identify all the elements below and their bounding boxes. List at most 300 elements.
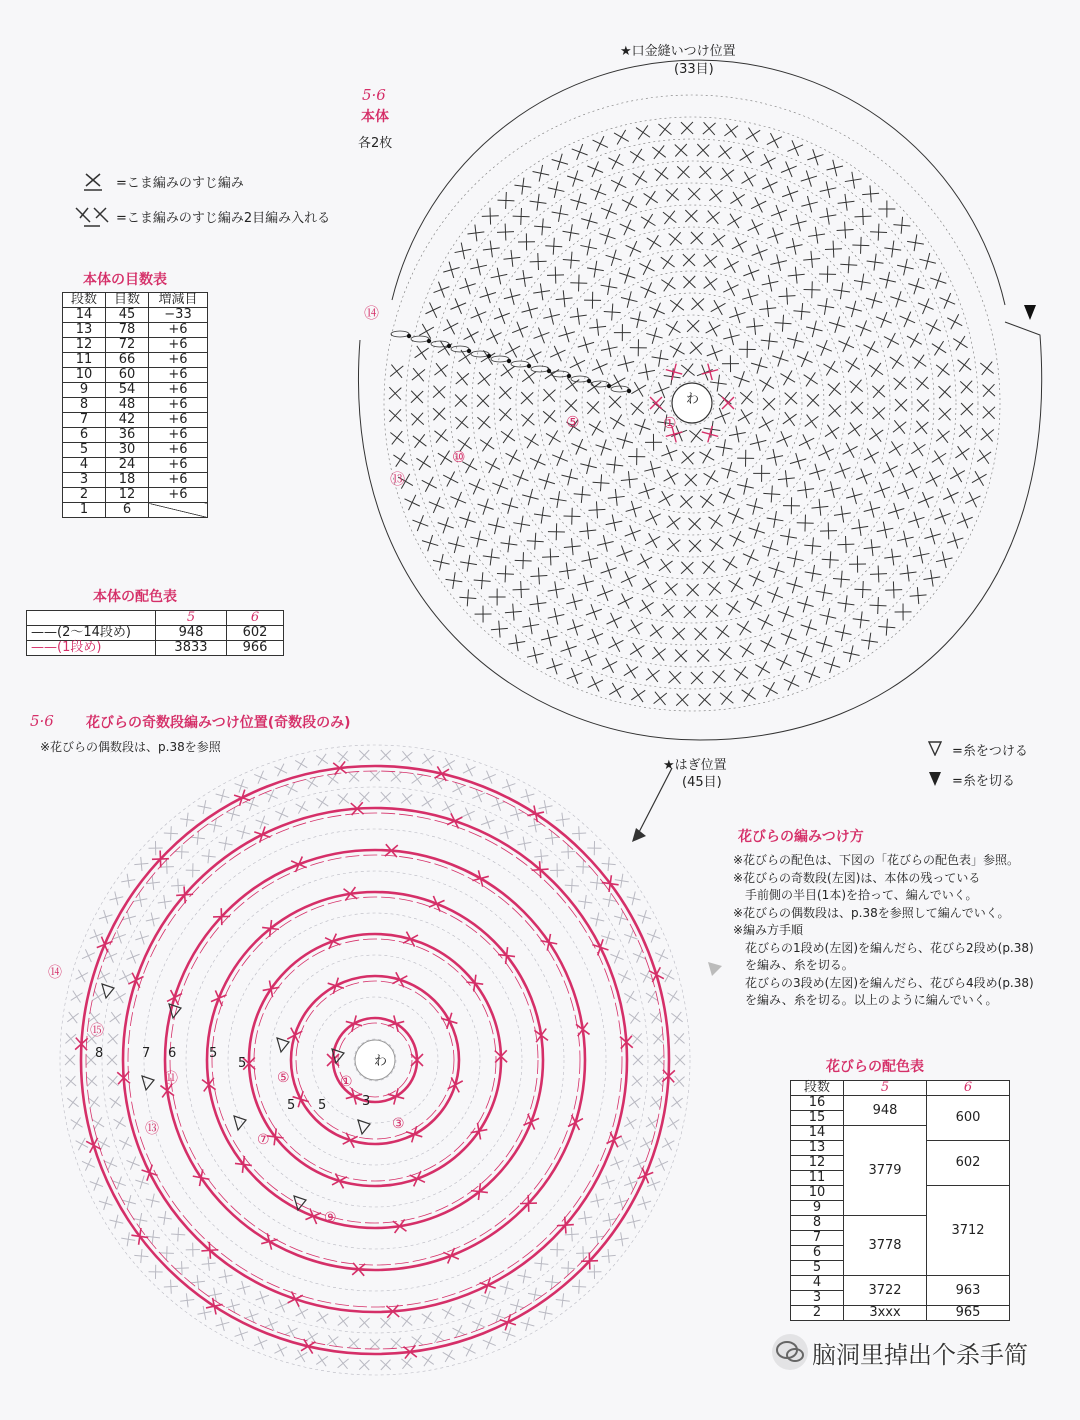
faint-stitch [443,1350,455,1362]
stitch-stroke [610,1157,623,1170]
faint-stitch [99,910,113,924]
stitch-stroke [401,793,412,804]
stitch-stroke [545,367,559,381]
stitch-stroke [485,458,500,473]
stitch-stroke [530,194,547,211]
round-label-13: ⑬ [390,470,406,488]
stitch-stroke [621,471,638,488]
stitch-x [908,278,924,294]
join-marker [358,1120,370,1134]
stitch-stroke [470,531,487,548]
faint-stitch [576,860,590,874]
stitch-stroke [843,443,858,458]
stitch-stroke [622,196,637,211]
stitch-x [729,531,744,546]
stitch-x [606,456,623,473]
stitch-stroke [908,278,924,294]
petal-color-5: 3722 [844,1276,927,1306]
stitch-stroke [624,664,638,678]
stitch-stroke [650,624,664,638]
stitch-x [512,322,528,338]
stitch-x [434,429,447,442]
faint-stitch [463,1344,476,1357]
stitch-stroke [746,128,760,142]
faint-stitch [633,1157,646,1170]
chain-stitch [531,366,549,372]
stitch-stroke [630,149,644,163]
stitch-x [619,267,635,283]
faint-stitch [135,1175,149,1189]
stitch-stroke [235,1327,248,1340]
stitch-x [607,613,622,628]
stitch-stroke [587,161,603,177]
stitch-x [890,291,906,307]
stitch-x [548,581,565,598]
stitch-x [982,384,994,396]
stitch-stroke [866,292,882,308]
stitch-x [804,372,818,386]
legend-increase-text: =こま編みのすじ編み2目編み入れる [116,211,331,226]
stitch-x [935,508,951,524]
stitch-stroke [845,358,859,372]
stitch-stroke [82,1158,95,1171]
faint-stitch [134,1249,148,1263]
faint-stitch [90,929,103,942]
stitch-x [838,595,855,612]
stitch-stroke [608,637,623,652]
stitch-x [740,643,754,657]
stitch-x [729,578,743,592]
faint-stitch [483,771,496,784]
stitch-x [636,125,650,139]
stitch-stroke [624,991,636,1003]
stitch-x [950,467,965,482]
stitch-x [455,416,468,429]
stitch-stroke [838,595,855,612]
stitch-x [654,382,670,398]
stitch-stroke [723,556,737,570]
stitch-stroke [617,546,633,562]
stitch-x [470,531,487,548]
faint-stitch [422,1312,434,1324]
stitch-stroke [816,584,833,601]
stitch-stroke [936,363,949,376]
faint-stitch [565,879,579,893]
stitch-stroke [522,617,539,634]
stitch-stroke [898,483,914,499]
stitch-x [548,181,565,198]
stitch-stroke [480,437,494,451]
stitch-x [513,516,530,533]
faint-stitch [316,1355,328,1367]
stitch-stroke [740,149,754,163]
faint-stitch [615,1232,629,1246]
stitch-stroke [629,1096,640,1107]
slip-stitch-dot [467,349,471,353]
stitch-x [606,515,623,532]
stitch-x [759,417,774,432]
stitch-stroke [390,365,403,378]
stitch-stroke [977,450,991,464]
stitch-table-row [63,428,208,443]
stitch-x [820,208,837,225]
stitch-x [565,400,577,412]
chain-stitch [491,356,509,362]
stitch-stroke [561,469,577,485]
stitch-x [711,233,725,247]
stitch-stroke [567,170,583,186]
stitch-x [729,426,746,443]
stitch-stroke [580,239,597,256]
stitch-x [639,483,655,499]
stitch-stroke [759,377,774,392]
stitch-x [649,303,664,318]
stitch-stroke [571,439,587,455]
faint-stitch [614,911,628,925]
stitch-stroke [561,641,577,657]
stitch-x [923,570,940,587]
stitch-x [775,315,792,332]
stitch-x [953,336,967,350]
stitch-x [808,227,825,244]
stitch-x [570,194,586,210]
instructions-body [733,852,1034,1010]
stitch-x [712,670,725,683]
stitch-x [480,287,496,303]
stitch-x [747,595,762,610]
stitch-x [916,377,929,390]
row-round: 14 [63,308,106,323]
stitch-x [443,319,458,334]
stitch-x [530,595,547,612]
stitch-x [522,370,536,384]
stitch-stroke [422,1355,434,1367]
stitch-x [723,556,737,570]
stitch-stroke [981,428,994,441]
faint-stitch [654,1055,664,1065]
stitch-stroke [198,800,212,814]
faint-stitch [160,860,174,874]
stitch-x [721,462,737,478]
faint-stitch [114,991,126,1003]
stitch-x [543,308,560,325]
stitch-x [663,211,676,224]
stitch-x [778,606,794,622]
stitch-stroke [508,634,525,651]
stitch-stroke [787,551,804,568]
stitch-x [806,321,822,337]
stitch-stroke [761,154,776,169]
stitch-stroke [615,1232,629,1246]
stitch-stroke [572,144,588,160]
faint-stitch [237,1281,251,1295]
stitch-stroke [715,408,731,424]
stitch-stroke [338,751,349,762]
stitch-stroke [724,124,738,138]
stitch-table-row [63,443,208,458]
stitch-stroke [742,289,758,305]
faint-stitch [99,1196,113,1210]
stitch-stroke [805,565,822,582]
faint-stitch [107,1033,118,1044]
faint-stitch [122,911,136,925]
stitch-stroke [758,614,773,629]
stitch-x [793,303,810,320]
stitch-stroke [491,268,508,285]
instruction-line: 花びらの1段め(左図)を編んだら、花びら2段め(p.38) [733,940,1034,955]
stitch-stroke [646,1117,658,1129]
petal-count: 5 [209,1046,218,1061]
stitch-stroke [589,421,604,436]
faint-stitch [517,1269,531,1283]
stitch-x [872,407,885,420]
stitch-x [709,537,723,551]
stitch-stroke [734,667,748,681]
stitch-x [940,293,956,309]
stitch-stroke [930,273,946,289]
stitch-x [835,624,852,641]
stitch-stroke [704,254,717,267]
stitch-x [497,565,514,582]
faint-stitch [667,991,679,1003]
stitch-x [534,328,550,344]
stitch-x [658,123,671,136]
row-round: 5 [63,443,106,458]
faint-stitch [561,1261,575,1275]
row-round: 4 [63,458,106,473]
faint-stitch [565,1227,579,1241]
stitch-x [762,178,777,193]
faint-stitch [521,789,535,803]
stitch-stroke [710,375,727,392]
stitch-stroke [422,1312,434,1324]
stitch-stroke [772,350,788,366]
stitch-stroke [649,303,664,318]
faint-stitch [603,1213,617,1227]
slip-stitch-dot [407,334,411,338]
stitch-x [628,448,645,465]
stitch-x [718,647,731,660]
petal-round-11: ⑪ [164,1071,178,1087]
stitch-stroke [659,491,674,506]
stitch-x [390,431,403,444]
stitch-stroke [884,549,901,566]
stitch-stroke [807,149,823,165]
stitch-stroke [469,479,485,495]
col-round: 段数 [63,293,106,308]
stitch-stroke [578,895,592,909]
stitch-stroke [818,445,833,460]
faint-stitch [632,1033,643,1044]
stitch-x [820,608,837,625]
stitch-stroke [606,456,623,473]
faint-stitch [275,808,288,821]
stitch-stroke [915,421,928,434]
petal-count: 7 [142,1046,151,1061]
stitch-x [742,289,758,305]
stitch-stroke [219,837,233,851]
stitch-stroke [634,419,650,435]
faint-stitch [452,782,465,795]
stitch-x [422,477,437,492]
stitch-stroke [539,1306,553,1320]
stitch-x [486,329,501,344]
faint-stitch [216,1317,230,1331]
stitch-table-row [63,458,208,473]
stitch-stroke [890,355,904,369]
stitch-stroke [533,283,550,300]
stitch-stroke [667,991,679,1003]
faint-stitch [674,1033,685,1044]
stitch-table-row [63,488,208,503]
stitch-stroke [597,585,613,601]
petal-round: 13 [791,1141,844,1156]
stitch-stroke [548,181,565,198]
stitch-stroke [728,508,744,524]
stitch-stroke [463,764,476,777]
stitch-x [706,211,719,224]
stitch-x [897,531,914,548]
stitch-stroke [950,467,965,482]
stitch-x [638,364,655,381]
petal-round: 11 [791,1171,844,1186]
stitch-stroke [580,458,596,474]
stitch-stroke [911,442,925,456]
stitch-x [683,254,695,266]
stitch-x [584,292,601,309]
stitch-x [818,445,833,460]
petal-sc [388,1088,404,1104]
stitch-x [683,276,695,288]
faint-stitch [65,1055,75,1065]
stitch-stroke [729,531,744,546]
stitch-x [699,166,712,179]
faint-stitch [521,1317,535,1331]
stitch-x [581,213,597,229]
petal-color-5: 3779 [844,1126,927,1216]
stitch-stroke [412,1335,423,1346]
stitch-x [893,420,906,433]
stitch-x [737,478,754,495]
stitch-x [620,220,635,235]
stitch-stroke [450,298,466,314]
stitch-table-row [63,368,208,383]
faint-stitch [624,930,637,943]
stitch-stroke [907,234,924,251]
stitch-x [790,453,806,469]
faint-stitch [483,1336,496,1349]
stitch-stroke [707,345,723,361]
stitch-x [601,278,618,295]
stitch-x [626,501,642,517]
stitch-stroke [462,1299,475,1312]
stitch-x [667,516,681,530]
faint-stitch [528,1288,542,1302]
stitch-x [518,233,535,250]
stitch-x [687,320,699,332]
stitch-x [878,619,895,636]
stitch-stroke [327,773,338,784]
row-round: 1 [63,503,106,518]
stitch-stroke [894,377,907,390]
stitch-stroke [918,298,934,314]
instruction-line: を編み、糸を切る。以上のように編んでいく。 [733,993,998,1007]
stitch-x [801,619,817,635]
stitch-stroke [599,228,615,244]
faint-stitch [112,930,125,943]
stitch-x [730,192,744,206]
stitch-stroke [446,572,463,589]
stitch-stroke [790,215,806,231]
faint-stitch [545,1275,559,1289]
faint-stitch [627,891,641,905]
faint-stitch [500,825,514,839]
stitch-x [743,549,758,564]
faint-stitch [88,1097,99,1108]
stitch-x [734,667,748,681]
round-label-1: ① [663,414,677,432]
stitch-stroke [662,970,674,982]
stitch-x [912,355,926,369]
stitch-stroke [900,565,917,582]
faint-stitch [462,808,475,821]
stitch-x [807,149,823,165]
stitch-x [700,494,714,508]
stitch-x [926,472,941,487]
stitch-x [694,628,706,640]
stitch-stroke [67,1097,78,1108]
stitch-x [645,533,660,548]
row-stitches: 60 [106,368,149,383]
row-round: 9 [63,383,106,398]
stitch-stroke [486,329,501,344]
stitch-stroke [671,1097,682,1108]
stitch-stroke [797,596,813,612]
stitch-stroke [483,1336,496,1349]
stitch-stroke [219,1269,233,1283]
stitch-stroke [539,473,555,489]
petal-round-15: ⑮ [90,1023,104,1039]
stitch-stroke [226,807,240,821]
stitch-stroke [256,1291,269,1304]
stitch-stroke [709,537,723,551]
stitch-stroke [146,1194,160,1208]
stitch-stroke [488,518,505,535]
stitch-stroke [559,326,575,342]
stitch-stroke [611,176,626,191]
stitch-stroke [481,1291,494,1304]
stitch-stroke [856,469,872,485]
stitch-x [917,399,929,411]
stitch-x [981,428,994,441]
stitch-stroke [940,293,956,309]
stitch-x [918,492,934,508]
stitch-x [854,208,871,225]
stitch-stroke [433,554,450,571]
petal-round-13: ⑬ [145,1121,159,1137]
slip-stitch-dot [567,374,571,378]
stitch-x [786,577,802,593]
stitch-stroke [191,831,205,845]
stitch-stroke [664,582,677,595]
stitch-stroke [534,507,551,524]
stitch-stroke [570,194,586,210]
stitch-stroke [522,489,538,505]
stitch-x [681,364,694,377]
faint-stitch [254,1336,267,1349]
stitch-stroke [443,1350,455,1362]
stitch-x [530,253,547,270]
